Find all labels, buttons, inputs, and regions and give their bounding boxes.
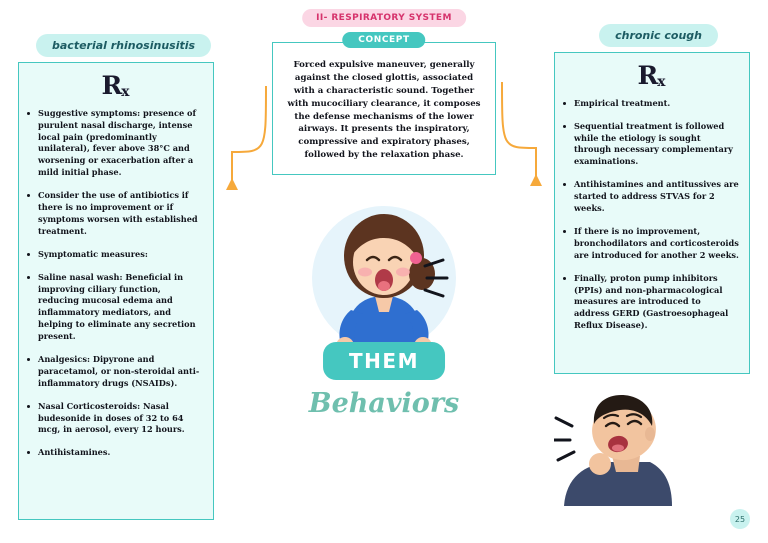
left-panel-bullet-list: [27, 108, 203, 459]
rx-letter-right: R: [637, 61, 658, 90]
list-item: Analgesics: Dipyrone and paracetamol, or non-steroidal anti-inflammatory drugs (NSAIDs).: [27, 354, 203, 390]
arrow-left-icon: [222, 82, 268, 196]
rx-symbol-left: [27, 73, 203, 100]
list-item: Consider the use of antibiotics if there is no improvement or if symptoms worsen with established treatment.: [27, 190, 203, 238]
list-item: Antihistamines.: [27, 447, 203, 459]
list-item: If there is no improvement, bronchodilators and corticosteroids are introduced for another 2 weeks.: [563, 226, 739, 262]
right-panel-bullet-list: [563, 98, 739, 332]
coughing-man-illustration: [554, 378, 710, 508]
rx-subscript-left: x: [121, 84, 129, 101]
page-number: 25: [730, 509, 750, 529]
them-badge: THEM: [323, 342, 445, 380]
concept-box: [272, 35, 496, 175]
list-item: Nasal Corticosteroids: Nasal budesonide in doses of 32 to 64 mcg, in aerosol, every 12 hours.: [27, 401, 203, 437]
concept-text: Forced expulsive maneuver, generally against the closed glottis, associated with a characteristic sound. Together with mucociliary clearance, it composes the defense mechanisms of the lower airways. It presents the inspiratory, compressive and expiratory phases, followed by the relaxation phase.: [287, 60, 481, 161]
section-header-pill: II- RESPIRATORY SYSTEM: [302, 9, 466, 27]
list-item: Symptomatic measures:: [27, 249, 203, 261]
list-item: Saline nasal wash: Beneficial in improving ciliary function, reducing mucosal edema and inflammatory mediators, and helping to eliminate any secretion present.: [27, 272, 203, 343]
chip-bacterial-rhinosinusitis: bacterial rhinosinusitis: [36, 34, 211, 57]
concept-tab-label: CONCEPT: [342, 32, 425, 48]
rx-subscript-right: x: [657, 74, 665, 91]
behaviors-title: Behaviors: [308, 388, 460, 419]
list-item: Suggestive symptoms: presence of purulent nasal discharge, intense local pain (predominantly unilateral), fever above 38°C and worsening or exacerbation after a mild initial phase.: [27, 108, 203, 179]
right-treatment-panel: [554, 52, 750, 374]
list-item: Sequential treatment is followed while the etiology is sought through necessary complementary examinations.: [563, 121, 739, 169]
list-item: Antihistamines and antitussives are started to address STVAS for 2 weeks.: [563, 179, 739, 215]
coughing-girl-illustration: [279, 186, 489, 366]
arrow-right-icon: [500, 78, 546, 192]
list-item: Finally, proton pump inhibitors (PPIs) and non-pharmacological measures are introduced to address GERD (Gastroesophageal Reflux Disease).: [563, 273, 739, 332]
list-item: Empirical treatment.: [563, 98, 739, 110]
left-treatment-panel: [18, 62, 214, 520]
chip-chronic-cough: chronic cough: [599, 24, 718, 47]
rx-symbol-right: [563, 63, 739, 90]
rx-letter-left: R: [101, 71, 122, 100]
